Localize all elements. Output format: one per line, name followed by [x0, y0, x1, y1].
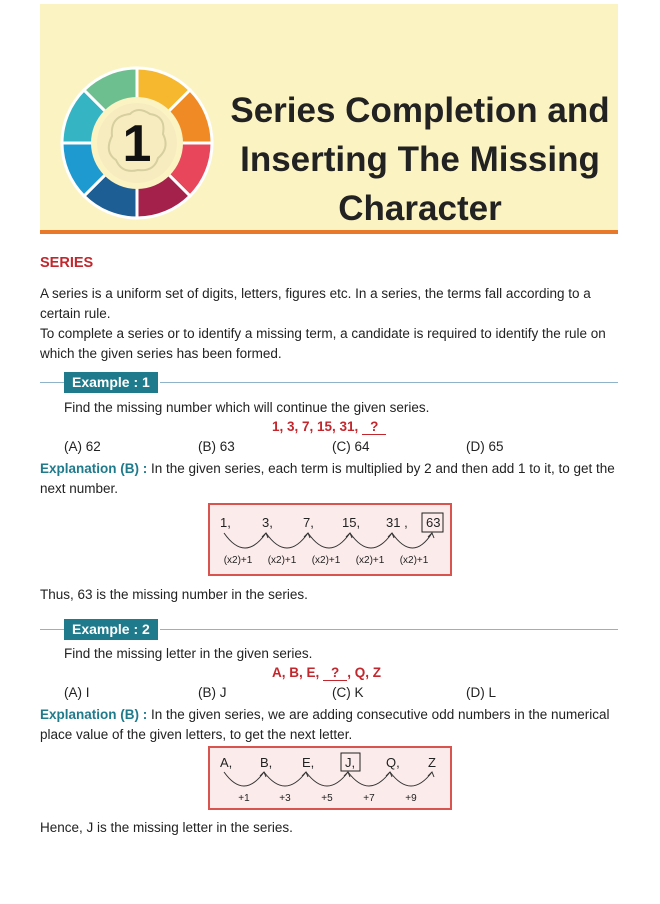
example-1-badge: Example : 1	[64, 372, 158, 393]
example-1-explanation	[40, 459, 624, 499]
option-d: (D) L	[466, 685, 496, 700]
chapter-number: 1	[122, 115, 152, 173]
diagram-term: Z	[428, 755, 436, 770]
diagram-term: 3,	[262, 515, 273, 530]
explanation-label: Explanation (B) :	[40, 707, 148, 722]
example-1-series	[272, 419, 386, 435]
diagram-op: +1	[238, 793, 250, 804]
diagram-term: 31 ,	[386, 515, 408, 530]
diagram-op: +3	[279, 793, 291, 804]
title-line: Character	[338, 189, 502, 228]
diagram-term: Q,	[386, 755, 400, 770]
example-2-explanation	[40, 705, 624, 745]
intro-paragraph: A series is a uniform set of digits, letters, figures etc. In a series, the terms fall according to a certain rule.	[40, 286, 591, 321]
diagram-term: A,	[220, 755, 233, 770]
example-1-conclusion: Thus, 63 is the missing number in the series.	[40, 587, 308, 602]
chapter-title	[222, 86, 618, 233]
diagram-op: +9	[405, 793, 417, 804]
diagram-term: 7,	[303, 515, 314, 530]
series-start: A, B, E,	[272, 665, 320, 680]
series-blank: ?	[362, 419, 386, 435]
example-2-question: Find the missing letter in the given series.	[64, 646, 313, 661]
option-b: (B) J	[198, 685, 227, 700]
series-terms: 1, 3, 7, 15, 31,	[272, 419, 359, 434]
example-1-diagram	[208, 503, 452, 576]
diagram-arcs	[224, 772, 434, 786]
title-line: Series Completion and	[230, 91, 610, 130]
series-blank: ?	[323, 665, 347, 681]
option-a: (A) 62	[64, 439, 101, 454]
example-rule	[40, 629, 64, 630]
option-a: (A) I	[64, 685, 90, 700]
diagram-op: (x2)+1	[267, 555, 297, 566]
title-line: Inserting The Missing	[240, 140, 600, 179]
explanation-text: In the given series, each term is multiplied by 2 and then add 1 to it, to get the next number.	[40, 461, 615, 496]
example-2-conclusion: Hence, J is the missing letter in the series.	[40, 820, 293, 835]
example-rule	[160, 382, 618, 383]
example-2-diagram	[208, 746, 452, 810]
diagram-op: (x2)+1	[311, 555, 341, 566]
intro-paragraph-2: To complete a series or to identify a missing term, a candidate is required to identify the rule on which the given series has been formed.	[40, 326, 606, 361]
diagram-term: 15,	[342, 515, 361, 530]
example-2-series	[272, 665, 381, 681]
explanation-label: Explanation (B) :	[40, 461, 148, 476]
example-rule	[40, 382, 64, 383]
series-end: , Q, Z	[347, 665, 382, 680]
example-1-question: Find the missing number which will continue the given series.	[64, 400, 430, 415]
diagram-op: +7	[363, 793, 375, 804]
option-d: (D) 65	[466, 439, 504, 454]
diagram-answer: J,	[345, 755, 356, 770]
section-heading: SERIES	[40, 255, 94, 271]
diagram-term: B,	[260, 755, 273, 770]
example-2-badge: Example : 2	[64, 619, 158, 640]
diagram-op: (x2)+1	[399, 555, 429, 566]
option-c: (C) 64	[332, 439, 370, 454]
diagram-op: +5	[321, 793, 333, 804]
diagram-term: 1,	[220, 515, 231, 530]
diagram-op: (x2)+1	[223, 555, 253, 566]
diagram-term: E,	[302, 755, 315, 770]
option-c: (C) K	[332, 685, 364, 700]
diagram-arcs	[224, 533, 434, 548]
example-rule	[160, 629, 618, 630]
explanation-text: In the given series, we are adding consecutive odd numbers in the numerical place value of the given letters, to get the next letter.	[40, 707, 610, 742]
diagram-answer: 63	[426, 515, 441, 530]
chapter-number-wheel	[60, 66, 214, 220]
option-b: (B) 63	[198, 439, 235, 454]
diagram-op: (x2)+1	[355, 555, 385, 566]
